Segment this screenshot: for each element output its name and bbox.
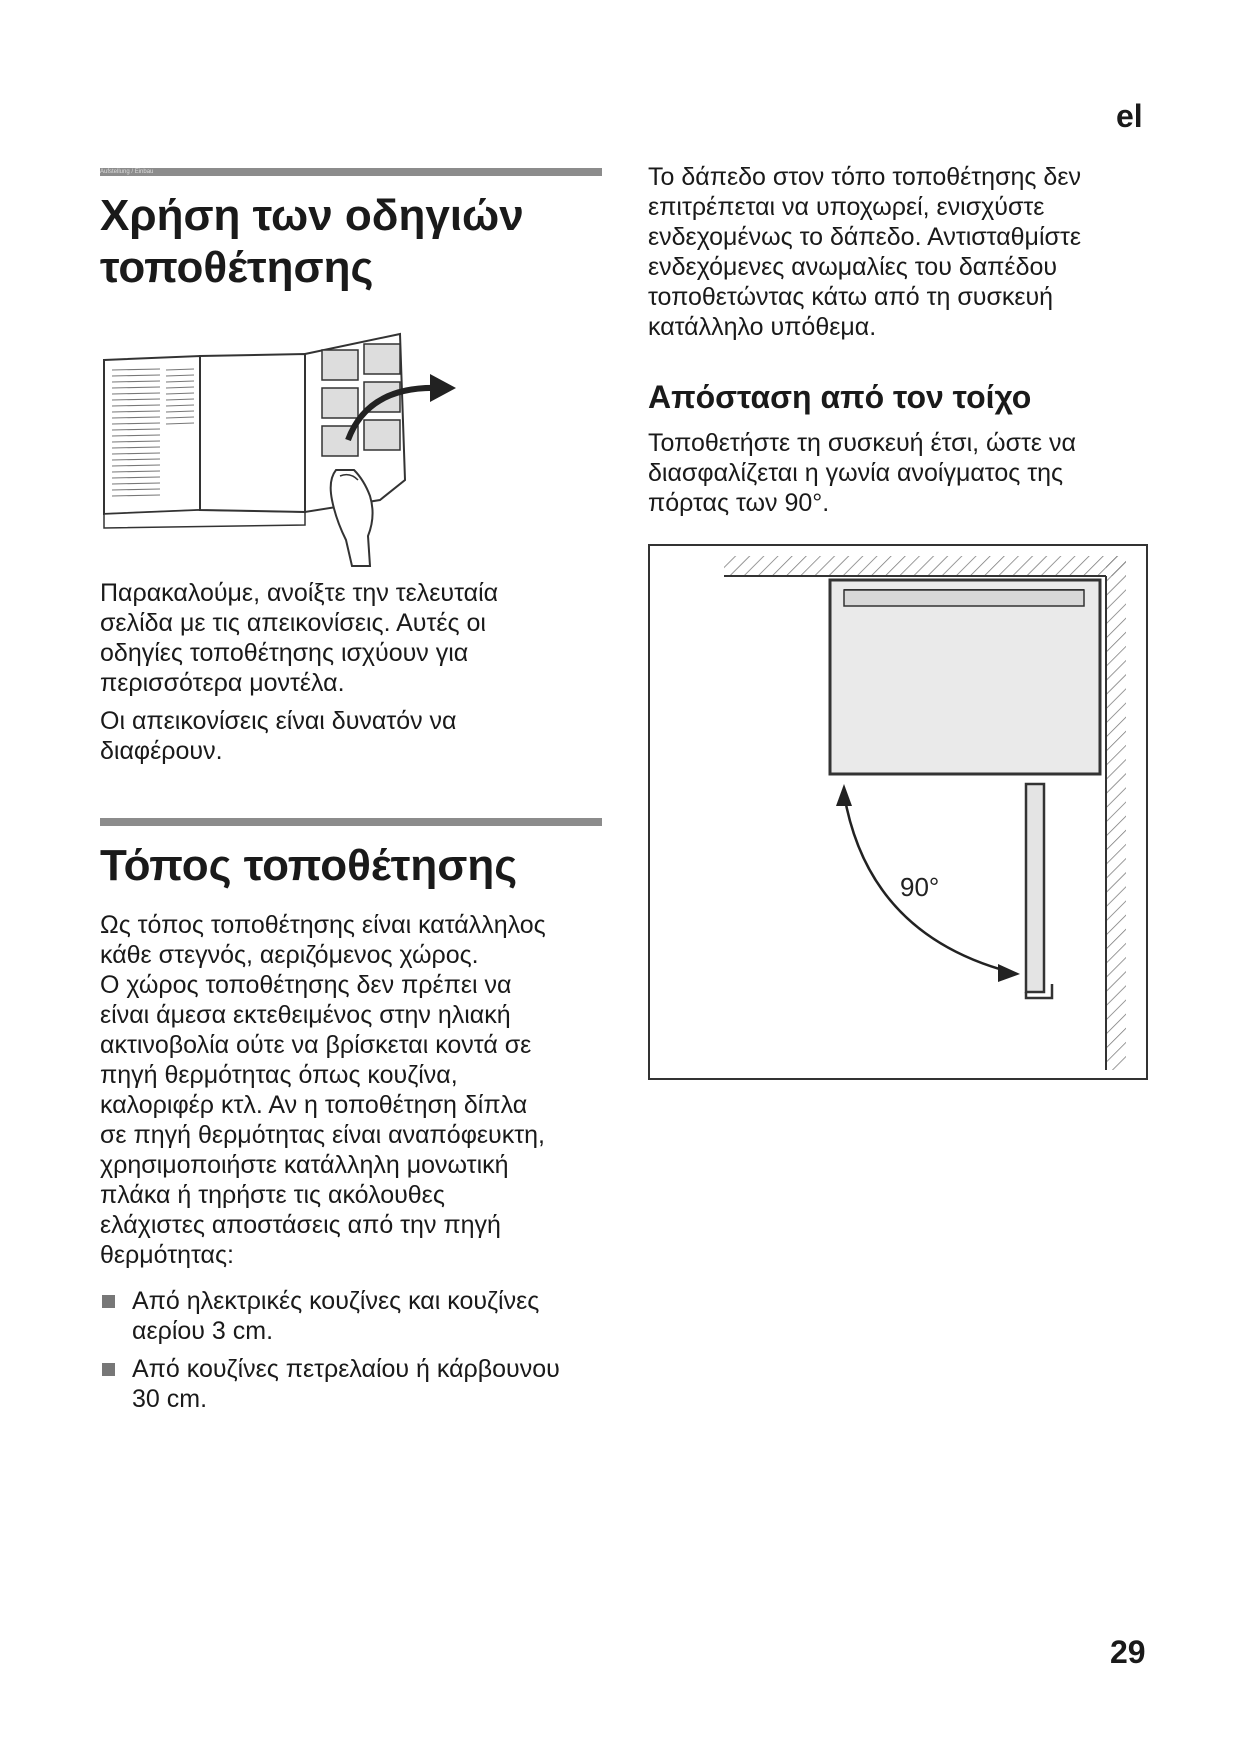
floor-line-6: κατάλληλο υπόθεμα. [648, 313, 877, 341]
usage-line-3: οδηγίες τοποθέτησης ισχύουν για [100, 639, 469, 667]
angle-label: 90° [900, 872, 940, 902]
title-line-1: Χρήση των οδηγιών [100, 191, 524, 240]
floor-line-5: τοποθετώντας κάτω από τη συσκευή [648, 283, 1054, 311]
variance-line-1: Οι απεικονίσεις είναι δυνατόν να [100, 707, 457, 735]
section-title-location: Τόπος τοποθέτησης [100, 841, 518, 890]
bullet-2-line-1: Από κουζίνες πετρελαίου ή κάρβουνου [132, 1355, 560, 1383]
wall-line-3: πόρτας των 90°. [648, 489, 830, 517]
bullet-1-line-1: Από ηλεκτρικές κουζίνες και κουζίνες [132, 1287, 540, 1315]
usage-text-block [100, 578, 620, 766]
bullet-item-oil-coal [100, 1354, 620, 1414]
location-line-1: Ως τόπος τοποθέτησης είναι κατάλληλος [100, 911, 546, 939]
location-text-block [100, 910, 620, 1422]
bullet-2-line-2: 30 cm. [132, 1385, 208, 1413]
bullet-square-icon [102, 1363, 115, 1376]
wall-line-2: διασφαλίζεται η γωνία ανοίγματος της [648, 459, 1064, 487]
location-line-7: καλοριφέρ κτλ. Αν η τοποθέτηση δίπλα [100, 1091, 528, 1119]
location-line-6: πηγή θερμότητας όπως κουζίνα, [100, 1061, 458, 1089]
language-code: el [1116, 98, 1143, 134]
location-line-8: σε πηγή θερμότητας είναι αναπόφευκτη, [100, 1121, 545, 1149]
page-number: 29 [1110, 1634, 1146, 1670]
location-line-2: κάθε στεγνός, αεριζόμενος χώρος. [100, 941, 479, 969]
location-line-9: χρησιμοποιήστε κατάλληλη μονωτική [100, 1151, 509, 1179]
floor-text-block [648, 162, 1188, 342]
distance-bullet-list [100, 1286, 620, 1414]
wall-line-1: Τοποθετήστε τη συσκευή έτσι, ώστε να [648, 429, 1076, 457]
subtitle-wall-distance: Απόσταση από τον τοίχο [648, 379, 1032, 415]
location-line-5: ακτινοβολία ούτε να βρίσκεται κοντά σε [100, 1031, 532, 1059]
usage-line-4: περισσότερα μοντέλα. [100, 669, 345, 697]
section-title-usage [100, 190, 620, 294]
usage-line-1: Παρακαλούμε, ανοίξτε την τελευταία [100, 579, 499, 607]
bullet-1-line-2: αερίου 3 cm. [132, 1317, 274, 1345]
location-line-4: είναι άμεσα εκτεθειμένος στην ηλιακή [100, 1001, 511, 1029]
location-line-11: ελάχιστες αποστάσεις από την πηγή [100, 1211, 501, 1239]
variance-line-2: διαφέρουν. [100, 737, 223, 765]
bullet-square-icon [102, 1295, 115, 1308]
section-rule-1 [100, 168, 602, 176]
floor-line-1: Το δάπεδο στον τόπο τοποθέτησης δεν [648, 163, 1081, 191]
location-line-3: Ο χώρος τοποθέτησης δεν πρέπει να [100, 971, 512, 999]
book-illustration [100, 330, 460, 570]
location-line-12: θερμότητας: [100, 1241, 234, 1269]
section-rule-2 [100, 818, 602, 826]
section-rule-tag: Aufstellung / Einbau [100, 169, 154, 175]
bullet-item-electric [100, 1286, 620, 1346]
floor-line-2: επιτρέπεται να υποχωρεί, ενισχύστε [648, 193, 1045, 221]
wall-text-block [648, 428, 1188, 518]
location-line-10: πλάκα ή τηρήστε τις ακόλουθες [100, 1181, 445, 1209]
floor-line-4: ενδεχόμενες ανωμαλίες του δαπέδου [648, 253, 1058, 281]
door-angle-diagram [648, 544, 1148, 1080]
title-line-2: τοποθέτησης [100, 243, 374, 292]
floor-line-3: ενδεχομένως το δάπεδο. Αντισταθμίστε [648, 223, 1081, 251]
usage-line-2: σελίδα με τις απεικονίσεις. Αυτές οι [100, 609, 486, 637]
